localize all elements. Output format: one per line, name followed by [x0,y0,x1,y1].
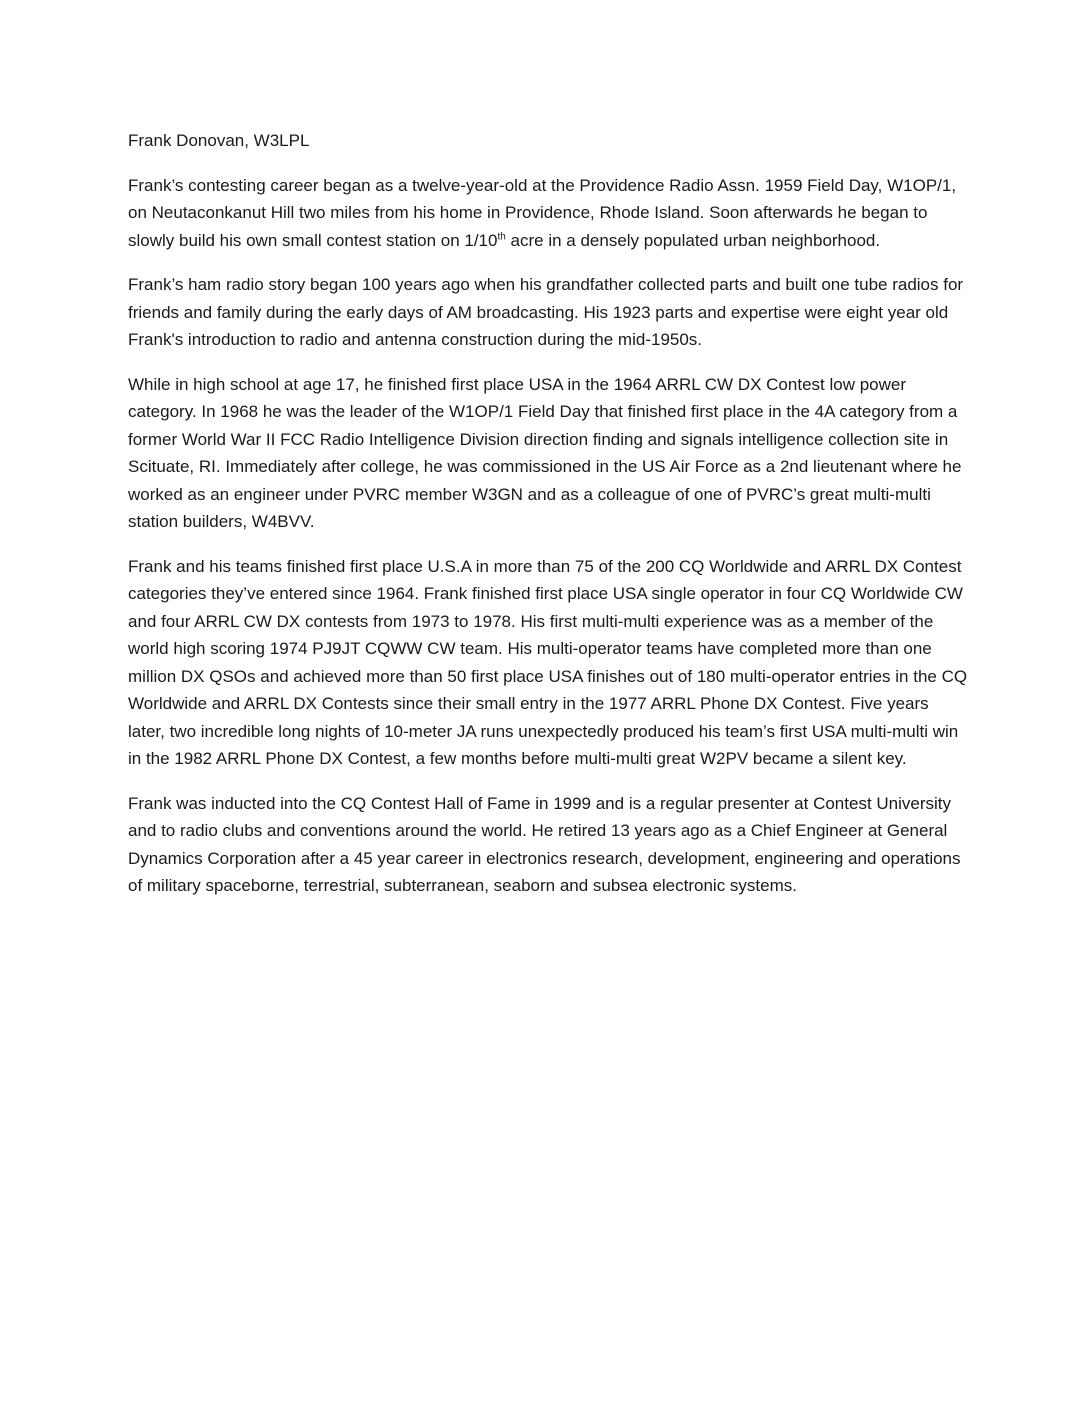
ordinal-superscript: th [497,230,506,242]
paragraph-text: Frank’s contesting career began as a twelve-year-old at the Providence Radio Assn. 1959 Field Day, W1OP/1, on Neutaconkanut Hill two miles from his home in Providence, Rhode Island. Soon afterwards he began to slowly build his own small contest station on 1/10 [128,175,957,250]
document-body [128,127,968,917]
paragraph-ham-radio-story: Frank’s ham radio story began 100 years ago when his grandfather collected parts and built one tube radios for friends and family during the early days of AM broadcasting. His 1923 parts and expertise were eight year old Frank's introduction to radio and antenna construction during the mid-1950s. [128,275,964,349]
paragraph-team-results: Frank and his teams finished first place U.S.A in more than 75 of the 200 CQ Worldwide and ARRL DX Contest categories they’ve entered since 1964. Frank finished first place USA single operator in four CQ Worldwide CW and four ARRL CW DX contests from 1973 to 1978. His first multi-multi experience was as a member of the world high scoring 1974 PJ9JT CQWW CW team. His multi-operator teams have completed more than one million DX QSOs and achieved more than 50 first place USA finishes out of 180 multi-operator entries in the CQ Worldwide and ARRL DX Contests since their small entry in the 1977 ARRL Phone DX Contest. Five years later, two incredible long nights of 10-meter JA runs unexpectedly produced his team’s first USA multi-multi win in the 1982 ARRL Phone DX Contest, a few months before multi-multi great W2PV became a silent key. [128,556,968,768]
paragraph-hall-of-fame: Frank was inducted into the CQ Contest Hall of Fame in 1999 and is a regular presenter at Contest University and to radio clubs and conventions around the world. He retired 13 years ago as a Chief Engineer at General Dynamics Corporation after a 45 year career in electronics research, development, engineering and operations of military spaceborne, terrestrial, subterranean, seaborn and subsea electronic systems. [128,793,961,895]
document-heading: Frank Donovan, W3LPL [128,131,310,150]
paragraph-text: acre in a densely populated urban neighborhood. [505,230,881,250]
paragraph-high-school: While in high school at age 17, he finished first place USA in the 1964 ARRL CW DX Contest low power category. In 1968 he was the leader of the W1OP/1 Field Day that finished first place in the 4A category from a former World War II FCC Radio Intelligence Division direction finding and signals intelligence collection site in Scituate, RI. Immediately after college, he was commissioned in the US Air Force as a 2nd lieutenant where he worked as an engineer under PVRC member W3GN and as a colleague of one of PVRC’s great multi-multi station builders, W4BVV. [128,374,962,531]
paragraph-contesting-career [128,172,968,255]
